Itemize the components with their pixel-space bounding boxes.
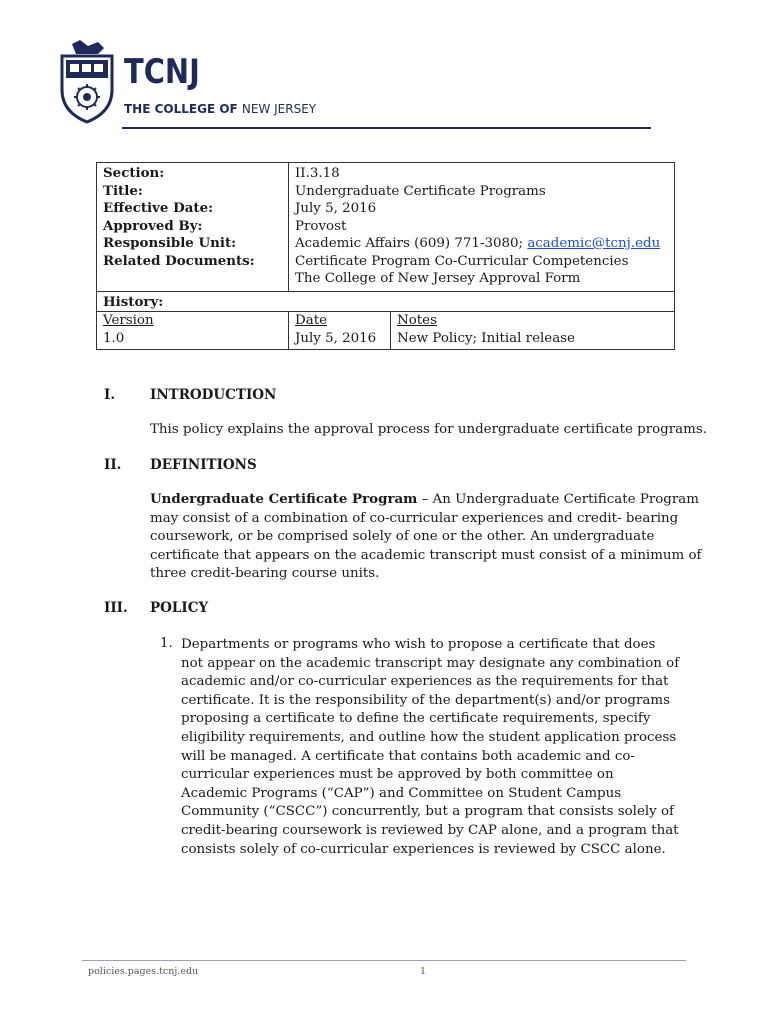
page-number: 1 (420, 966, 427, 977)
section-numeral: I. (104, 387, 116, 403)
effective-value: July 5, 2016 (289, 200, 675, 218)
unit-value: Academic Affairs (609) 771-3080; academic@tcnj.edu (289, 235, 675, 253)
approved-value: Provost (289, 218, 675, 236)
title-label: Title: (97, 183, 289, 201)
list-item: Departments or programs who wish to propose a certificate that does not appear on the academic transcript may designate any combination of academic and/or co-curricular experiences as the requirements for that certificate. It is the responsibility of the department(s) and/or programs proposing a certificate to define the certificate requirements, specify eligibility requirements, and outline how the student application process will be managed. A certificate that contains both academic and co-curricular experiences must be approved by both committee on Academic Programs (“CAP”) and Committee on Student Campus Community (“CSCC”) concurrently, but a program that consists solely of credit-bearing coursework is reviewed by CAP alone, and a program that consists solely of co-curricular experiences is reviewed by CSCC alone. (181, 637, 680, 857)
history-version: 1.0 (97, 330, 289, 350)
footer-url: policies.pages.tcnj.edu (88, 966, 199, 977)
header-divider (122, 127, 651, 129)
logo-subtitle: THE COLLEGE OF NEW JERSEY (124, 102, 317, 116)
history-header-notes: Notes (391, 312, 675, 330)
section-value: II.3.18 (289, 163, 675, 183)
history-date: July 5, 2016 (289, 330, 391, 350)
history-label: History: (97, 291, 675, 312)
unit-label: Responsible Unit: (97, 235, 289, 253)
definition-term: Undergraduate Certificate Program (150, 491, 418, 507)
history-header-version: Version (97, 312, 289, 330)
intro-paragraph: This policy explains the approval process for undergraduate certificate programs. (150, 422, 707, 437)
logo-name: TCNJ (124, 52, 200, 92)
section-numeral: III. (104, 600, 128, 616)
section-heading: DEFINITIONS (150, 457, 257, 473)
section-numeral: II. (104, 457, 122, 473)
email-link[interactable]: academic@tcnj.edu (527, 236, 661, 251)
tcnj-logo (58, 40, 317, 124)
history-header-date: Date (289, 312, 391, 330)
policy-meta-table (96, 162, 675, 350)
footer-divider (82, 960, 686, 961)
related-label: Related Documents: (97, 253, 289, 292)
crest-icon (58, 40, 116, 124)
effective-label: Effective Date: (97, 200, 289, 218)
history-row (97, 330, 675, 350)
section-heading: POLICY (150, 600, 209, 616)
list-item-number: 1. (160, 636, 173, 651)
history-notes: New Policy; Initial release (391, 330, 675, 350)
section-label: Section: (97, 163, 289, 183)
definitions-paragraph: Undergraduate Certificate Program – An Undergraduate Certificate Program may consist of a combination of co-curricular experiences and credit- bearing coursework, or be comprised solely of one or the other. An undergraduate certificate that appears on the academic transcript must consist of a minimum of three credit-bearing course units. (150, 491, 702, 582)
section-heading: INTRODUCTION (150, 387, 277, 403)
title-value: Undergraduate Certificate Programs (289, 183, 675, 201)
related-value: Certificate Program Co-Curricular Competencies The College of New Jersey Approval Form (289, 253, 675, 292)
approved-label: Approved By: (97, 218, 289, 236)
